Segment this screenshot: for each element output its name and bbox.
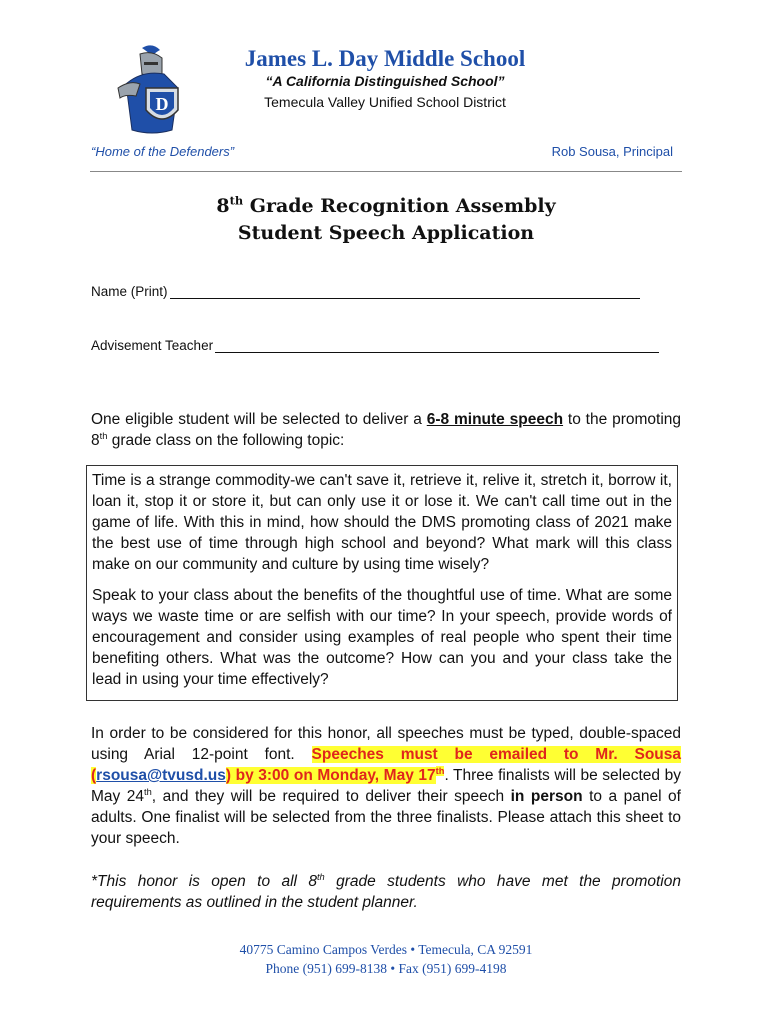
principal-name: Rob Sousa, Principal [551,144,673,159]
topic-paragraph-1: Time is a strange commodity-we can't save it, retrieve it, relive it, stretch it, borrow it, loan it, stop it or store it, but can only use it or lose it. We can't call time out in the game of life. With this in mind, how should the DMS promoting class of 2021 make the best use of time through high school and beyond? What mark will this class make on our community and culture by using time wisely? [92,472,672,573]
school-motto: “Home of the Defenders” [91,144,235,159]
name-label: Name (Print) [91,284,168,299]
document-title: 8th Grade Recognition Assembly [216,193,556,217]
name-input-line[interactable] [170,284,640,299]
intro-paragraph: One eligible student will be selected to deliver a 6-8 minute speech to the promoting 8th grade class on the following topic: [91,411,682,449]
speech-length: 6-8 minute speech [426,411,564,428]
header-divider [90,171,682,172]
school-district: Temecula Valley Unified School District [264,94,506,110]
document-subtitle: Student Speech Application [237,222,535,244]
knight-shield-logo-icon [112,44,192,136]
name-field[interactable] [91,284,640,299]
advisement-teacher-label: Advisement Teacher [91,338,214,353]
submission-instructions: In order to be considered for this honor, all speeches must be typed, double-spaced using Arial 12-point font. Speeches must be emailed to Mr. Sousa (rsousa@tvusd.us) by 3:00 on Monday, May 17th. Three finalists will be selected by May 24th, and they will be required to deliver their speech in person to a panel of adults. One finalist will be selected from the three finalists. Please attach this sheet to your speech. [91,725,681,847]
footer-phone: Phone (951) 699-8138 • Fax (951) 699-4198 [265,961,507,976]
email-link[interactable]: rsousa@tvusd.us [96,767,226,784]
shield-letter: D [155,94,169,114]
school-tagline: “A California Distinguished School” [265,73,505,89]
advisement-teacher-input-line[interactable] [215,338,659,353]
speech-topic-box [86,465,678,701]
topic-paragraph-2: Speak to your class about the benefits of the thoughtful use of time. What are some ways we waste time or are selfish with our time? In your speech, provide words of encouragement and consider using examples of real people who spent their time benefiting others. What was the outcome? How can you and your class take the lead in using your time effectively? [92,587,672,688]
footer-address: 40775 Camino Campos Verdes • Temecula, CA 92591 [239,942,533,957]
advisement-teacher-field[interactable] [91,338,659,353]
school-name: James L. Day Middle School [244,46,526,71]
eligibility-note: *This honor is open to all 8th grade students who have met the promotion requirements as outlined in the student planner. [91,871,681,911]
